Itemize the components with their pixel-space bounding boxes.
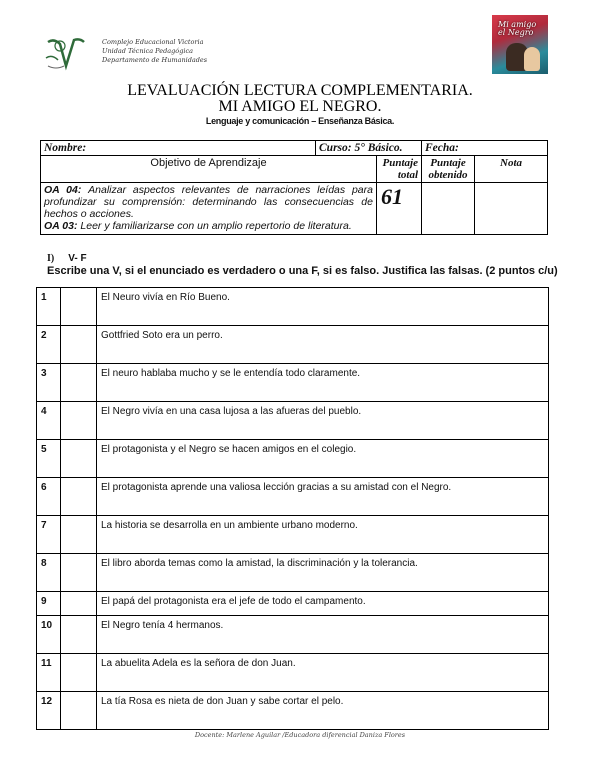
instructions: Escribe una V, si el enunciado es verdadero o una F, si es falso. Justifica las falsas. (2 puntos c/u): [47, 265, 558, 277]
book-cover-title: Mi amigo el Negro: [498, 20, 537, 37]
answer-field[interactable]: [61, 592, 97, 616]
statement-text: El Neuro vivía en Río Bueno.: [97, 288, 549, 326]
answer-field[interactable]: [61, 478, 97, 516]
table-row: [37, 288, 549, 326]
school-name: [102, 38, 207, 65]
answer-field[interactable]: [61, 440, 97, 478]
oa2-text: Leer y familiarizarse con un amplio repertorio de literatura.: [80, 220, 352, 232]
table-row: [37, 516, 549, 554]
date-field[interactable]: Fecha:: [422, 141, 548, 156]
total-score-value: 61: [377, 183, 422, 235]
obtained-score-header: Puntaje obtenido: [422, 156, 475, 183]
item-number: 3: [37, 364, 61, 402]
answer-field[interactable]: [61, 554, 97, 592]
statement-text: El papá del protagonista era el jefe de todo el campamento.: [97, 592, 549, 616]
item-number: 8: [37, 554, 61, 592]
table-row: [37, 654, 549, 692]
table-row: [37, 440, 549, 478]
answer-field[interactable]: [61, 616, 97, 654]
item-number: 5: [37, 440, 61, 478]
course-label: Curso: 5° Básico.: [316, 141, 422, 156]
answer-field[interactable]: [61, 326, 97, 364]
school-line-3: Departamento de Humanidades: [102, 56, 208, 64]
item-number: 4: [37, 402, 61, 440]
table-row: [37, 692, 549, 730]
answer-field[interactable]: [61, 402, 97, 440]
statement-text: El Negro vivía en una casa lujosa a las afueras del pueblo.: [97, 402, 549, 440]
table-row: [37, 364, 549, 402]
statement-text: El Negro tenía 4 hermanos.: [97, 616, 549, 654]
school-logo: [44, 36, 214, 72]
answer-field[interactable]: [61, 364, 97, 402]
statement-text: Gottfried Soto era un perro.: [97, 326, 549, 364]
item-number: 7: [37, 516, 61, 554]
item-number: 10: [37, 616, 61, 654]
statement-text: La historia se desarrolla en un ambiente urbano moderno.: [97, 516, 549, 554]
table-row: [37, 402, 549, 440]
table-row: [37, 616, 549, 654]
statement-text: El protagonista aprende una valiosa lección gracias a su amistad con el Negro.: [97, 478, 549, 516]
answer-field[interactable]: [61, 692, 97, 730]
item-number: 6: [37, 478, 61, 516]
book-cover-image: [492, 15, 548, 74]
school-crest-icon: [44, 36, 86, 72]
statement-text: El neuro hablaba mucho y se le entendía todo claramente.: [97, 364, 549, 402]
section-heading: [47, 253, 87, 264]
school-line-2: Unidad Técnica Pedagógica: [102, 47, 193, 55]
item-number: 2: [37, 326, 61, 364]
name-field[interactable]: Nombre:: [41, 141, 316, 156]
item-number: 11: [37, 654, 61, 692]
page-subtitle: Lenguaje y comunicación – Enseñanza Básica.: [205, 116, 395, 126]
section-number: I): [47, 253, 55, 264]
table-row: [37, 478, 549, 516]
header-table: [40, 140, 548, 235]
oa1-text: Analizar aspectos relevantes de narraciones leídas para profundizar su comprensión: determinando las consecuencias de hechos o acciones.: [44, 184, 373, 220]
table-row: [37, 326, 549, 364]
table-row: [37, 554, 549, 592]
total-score-header: Puntaje total: [377, 156, 422, 183]
learning-objectives: [41, 183, 377, 235]
obtained-score-field[interactable]: [422, 183, 475, 235]
item-number: 1: [37, 288, 61, 326]
oa1-code: OA 04:: [44, 184, 82, 196]
statement-text: El libro aborda temas como la amistad, la discriminación y la tolerancia.: [97, 554, 549, 592]
grade-header: Nota: [475, 156, 548, 183]
page-title: LEVALUACIÓN LECTURA COMPLEMENTARIA.: [127, 82, 473, 99]
statement-text: La abuelita Adela es la señora de don Juan.: [97, 654, 549, 692]
answer-field[interactable]: [61, 516, 97, 554]
oa2-code: OA 03:: [44, 220, 78, 232]
school-line-1: Complejo Educacional Victoria: [102, 38, 204, 46]
objective-header: Objetivo de Aprendizaje: [41, 156, 377, 183]
statement-text: El protagonista y el Negro se hacen amigos en el colegio.: [97, 440, 549, 478]
book-title: MI AMIGO EL NEGRO.: [218, 98, 382, 115]
section-title: V- F: [68, 253, 87, 264]
table-row: [37, 592, 549, 616]
item-number: 12: [37, 692, 61, 730]
cover-figure-2: [524, 47, 540, 71]
answer-field[interactable]: [61, 288, 97, 326]
true-false-table: [36, 287, 549, 730]
answer-field[interactable]: [61, 654, 97, 692]
item-number: 9: [37, 592, 61, 616]
statement-text: La tía Rosa es nieta de don Juan y sabe cortar el pelo.: [97, 692, 549, 730]
footer-credits: Docente: Marlene Aguilar /Educadora diferencial Daniza Flores: [194, 731, 406, 739]
grade-field[interactable]: [475, 183, 548, 235]
